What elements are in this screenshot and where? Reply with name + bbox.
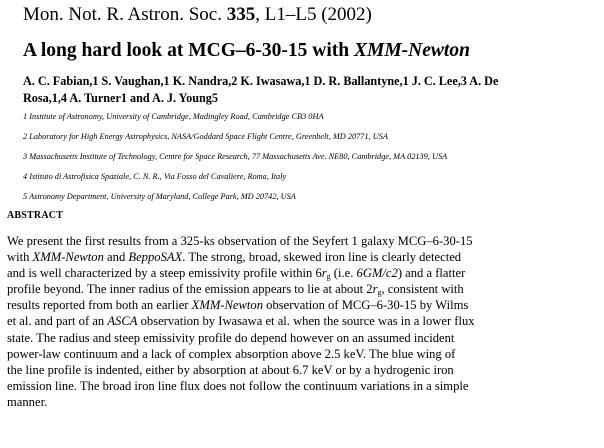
abstract-text: state. The radius and steep emissivity profile do depend however on an assumed incident bbox=[7, 330, 455, 345]
journal-citation bbox=[23, 4, 372, 26]
affiliation-4: 4 Istituto di Astrofisica Spaziale, C. N. R., Via Fosso del Cavaliere, Roma, Italy bbox=[23, 172, 287, 181]
abstract-subscript: g bbox=[326, 272, 331, 282]
abstract-line bbox=[7, 313, 604, 329]
abstract-text: profile beyond. The inner radius of the emission appears to lie at about 2 bbox=[7, 282, 373, 297]
abstract-line bbox=[7, 362, 604, 378]
author-list bbox=[23, 73, 598, 106]
abstract-line bbox=[7, 330, 604, 346]
paper-title bbox=[23, 40, 470, 62]
title-main: A long hard look at MCG–6-30-15 with bbox=[23, 40, 354, 61]
author-line-1: A. C. Fabian,1 S. Vaughan,1 K. Nandra,2 K. Iwasawa,1 D. R. Ballantyne,1 J. C. Lee,3 A. De bbox=[23, 74, 499, 88]
abstract-line bbox=[7, 249, 604, 265]
abstract-text: , consistent with bbox=[381, 282, 464, 297]
abstract-text: (i.e. bbox=[330, 266, 357, 281]
abstract-italic: r bbox=[372, 282, 378, 297]
affiliation-3: 3 Massachusetts Institute of Technology, Centre for Space Research, 77 Massachusetts Ave. NE80, Cambridge, MA 02139, USA bbox=[23, 152, 448, 161]
abstract-italic: XMM-Newton bbox=[32, 250, 104, 265]
abstract-text: observation by Iwasawa et al. when the source was in a lower flux bbox=[137, 314, 475, 329]
author-line-2: Rosa,1,4 A. Turner1 and A. J. Young5 bbox=[23, 90, 218, 105]
journal-volume: 335 bbox=[226, 4, 256, 25]
affiliation-5: 5 Astronomy Department, University of Maryland, College Park, MD 20742, USA bbox=[23, 192, 296, 201]
affiliation-1: 1 Institute of Astronomy, University of Cambridge, Madingley Road, Cambridge CB3 0HA bbox=[23, 112, 324, 121]
abstract-text: power-law continuum and a lack of complex absorption above 2.5 keV. The blue wing of bbox=[7, 346, 456, 361]
abstract-text: et al. and part of an bbox=[7, 314, 108, 329]
abstract-line bbox=[7, 346, 604, 362]
abstract-italic: r bbox=[321, 266, 327, 281]
abstract-italic: ASCA bbox=[107, 314, 138, 329]
abstract-text: and is well characterized by a steep emissivity profile within 6 bbox=[7, 266, 322, 281]
abstract-text: ) and a flatter bbox=[397, 266, 466, 281]
abstract-subscript: g bbox=[377, 288, 382, 298]
abstract-text: observation of MCG–6-30-15 by Wilms bbox=[263, 298, 469, 313]
abstract-body bbox=[7, 233, 604, 410]
abstract-text: emission line. The broad iron line flux does not follow the continuum variations in a simple bbox=[7, 378, 469, 393]
journal-name: Mon. Not. R. Astron. Soc. bbox=[23, 4, 222, 25]
affiliation-2: 2 Laboratory for High Energy Astrophysics, NASA/Goddard Space Flight Centre, Greenbelt, MD 20771, USA bbox=[23, 132, 388, 141]
abstract-line bbox=[7, 378, 604, 394]
abstract-text: We present the first results from a 325-ks observation of the Seyfert 1 galaxy MCG–6-30-15 bbox=[7, 234, 473, 248]
abstract-line bbox=[7, 297, 604, 313]
abstract-text: manner. bbox=[7, 394, 48, 409]
affiliation-list bbox=[23, 111, 598, 211]
abstract-line bbox=[7, 394, 604, 410]
journal-pages: , L1–L5 (2002) bbox=[255, 4, 372, 25]
abstract-line bbox=[7, 265, 604, 281]
abstract-text: with bbox=[7, 250, 33, 265]
abstract-italic: BeppoSAX bbox=[128, 250, 183, 265]
abstract-text: the line profile is indented, either by absorption at about 6.7 keV or by a hydrogenic iron bbox=[7, 362, 454, 377]
abstract-text: and bbox=[103, 250, 129, 265]
abstract-text: . The strong, broad, skewed iron line is clearly detected bbox=[182, 250, 462, 265]
abstract-text: results reported from both an earlier bbox=[7, 298, 192, 313]
abstract-line bbox=[7, 233, 604, 249]
abstract-line bbox=[7, 281, 604, 297]
abstract-italic: 6GM/c2 bbox=[356, 266, 398, 281]
title-italic: XMM-Newton bbox=[353, 40, 470, 61]
abstract-italic: XMM-Newton bbox=[191, 298, 263, 313]
abstract-heading: ABSTRACT bbox=[7, 210, 64, 221]
